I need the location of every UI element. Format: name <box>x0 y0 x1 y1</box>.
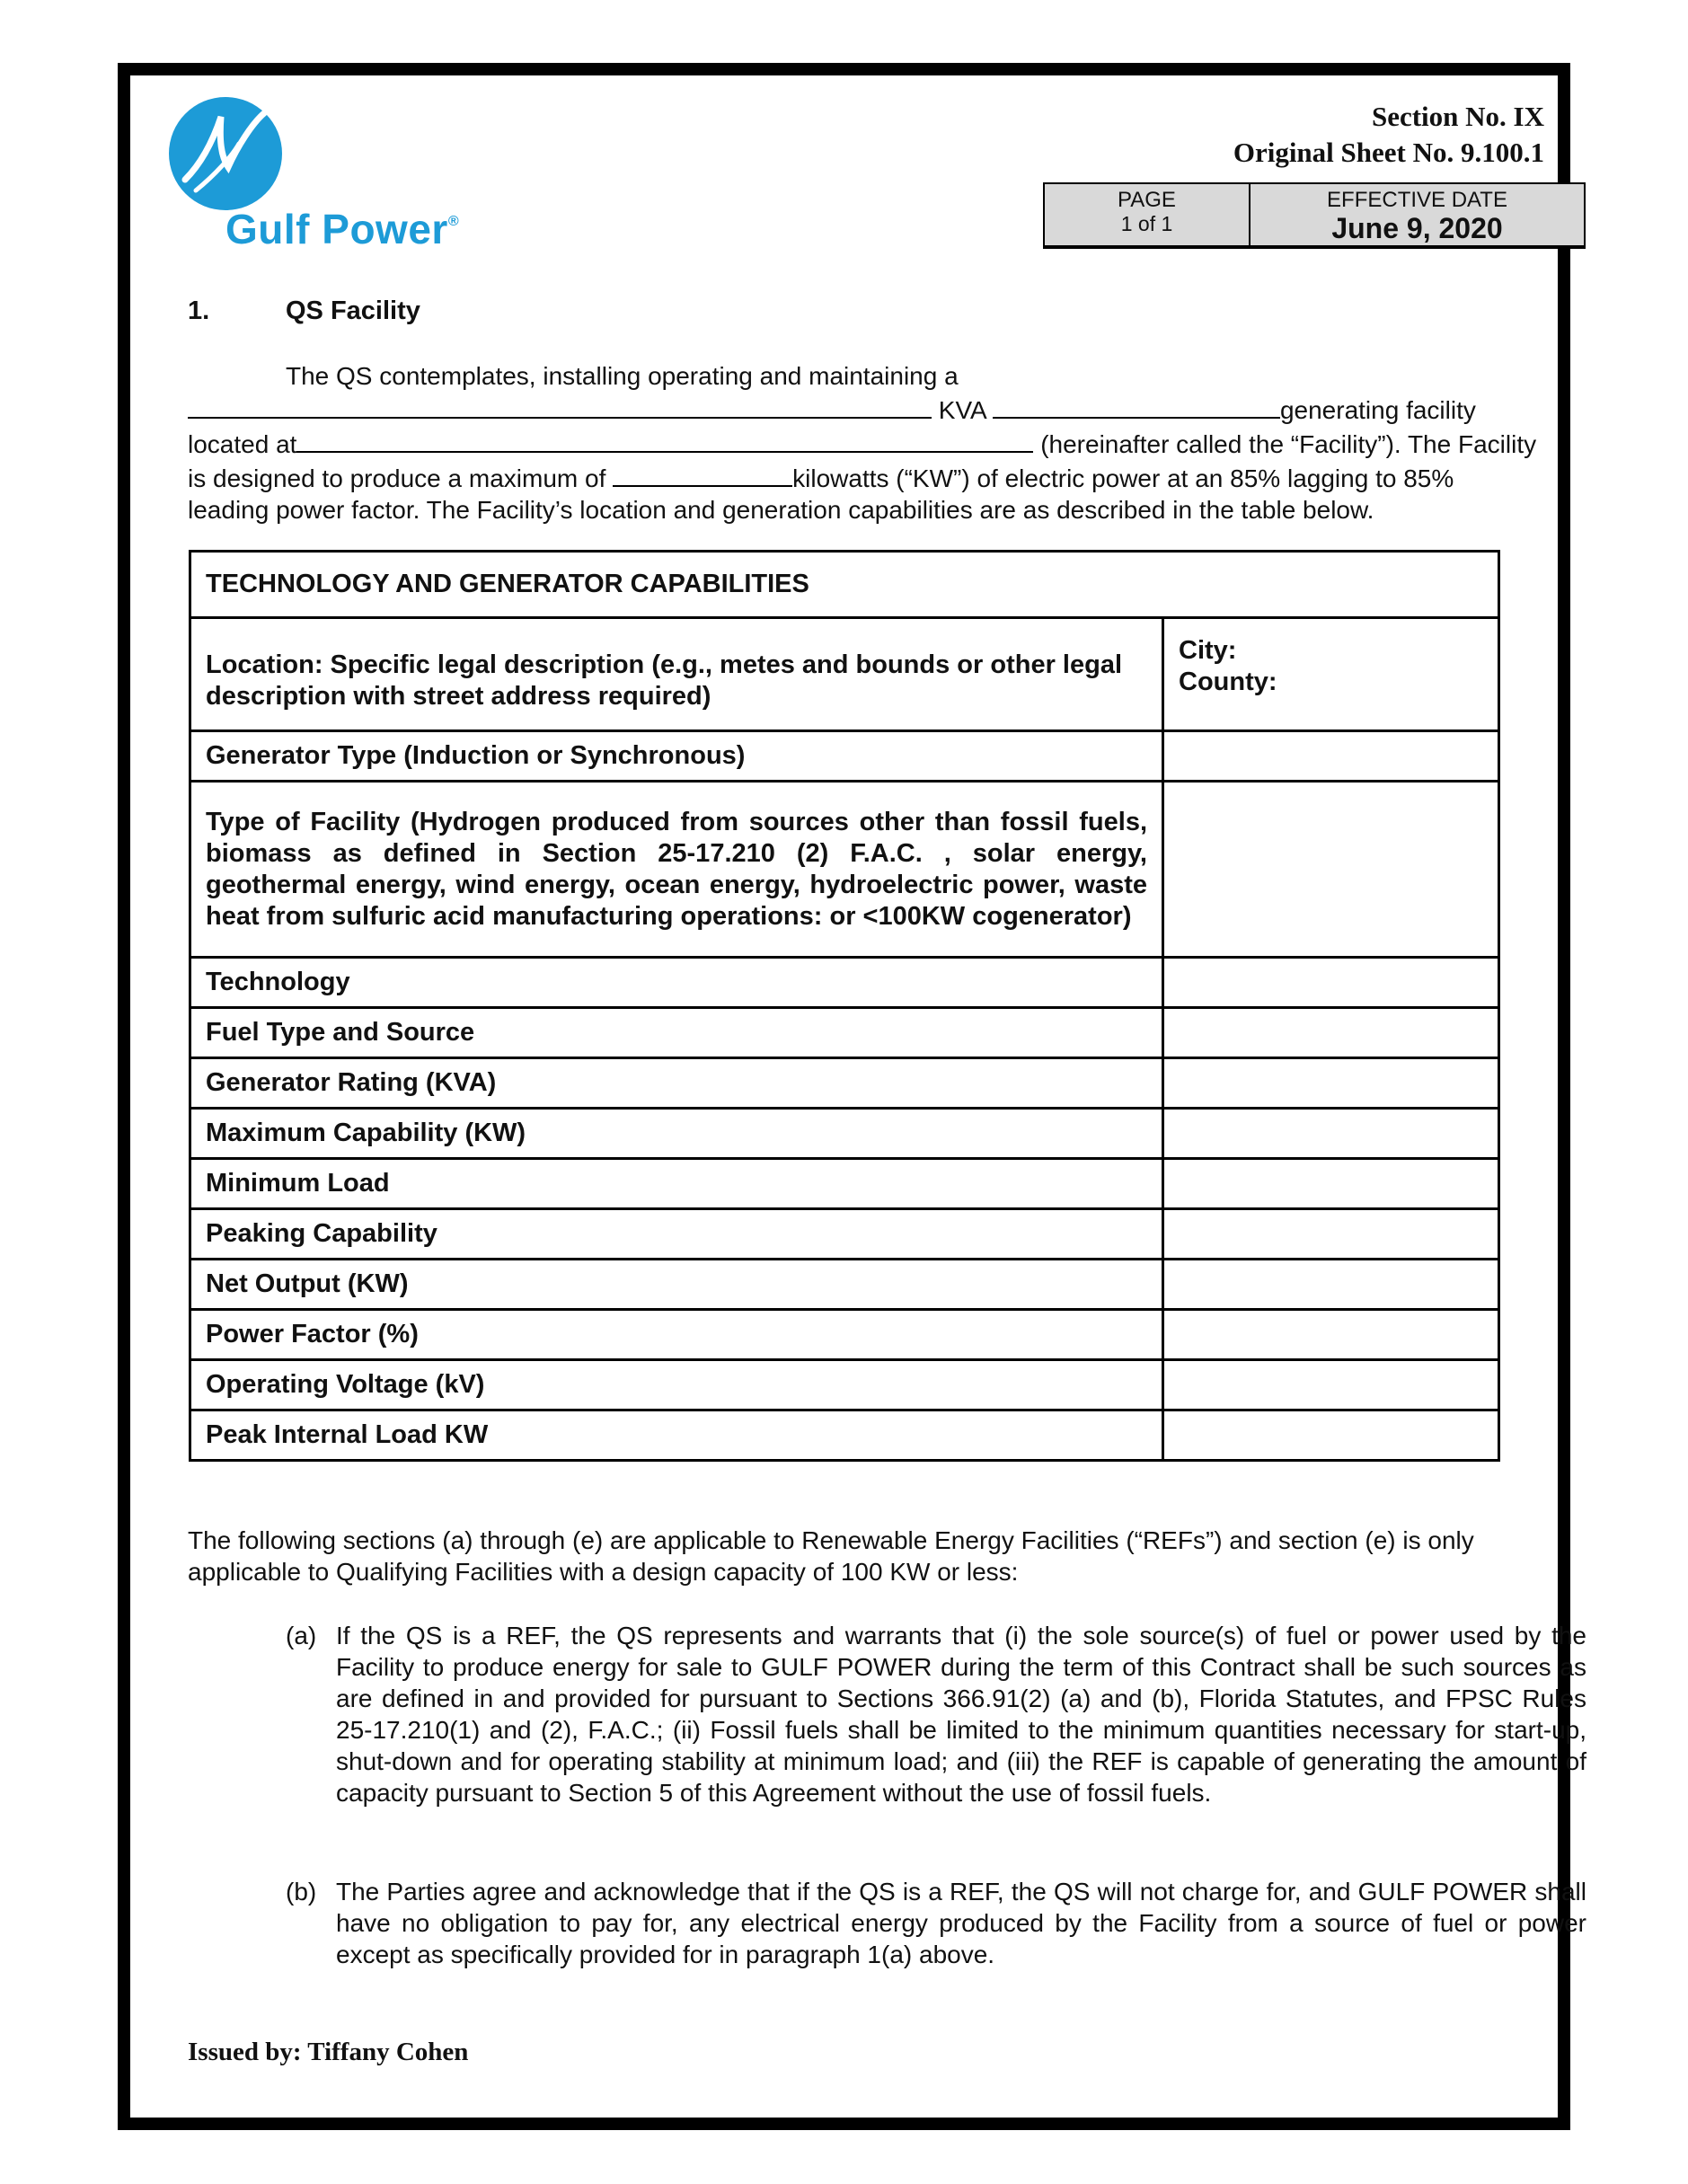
table-row <box>190 1410 1499 1461</box>
row-value-cell[interactable] <box>1163 1008 1499 1058</box>
row-label: Peaking Capability <box>190 1209 1163 1260</box>
effective-label: EFFECTIVE DATE <box>1327 188 1507 212</box>
sheet-header <box>1233 99 1544 171</box>
row-value-cell[interactable] <box>1163 1260 1499 1310</box>
blank-max-kw[interactable] <box>613 460 792 487</box>
intro-line-3: located at (hereinafter called the “Facility”). The Facility <box>188 426 1586 460</box>
row-value-cell[interactable] <box>1163 1410 1499 1461</box>
table-row <box>190 1159 1499 1209</box>
table-row <box>190 1109 1499 1159</box>
page-box <box>1043 182 1251 247</box>
table-row <box>190 958 1499 1008</box>
list-marker: (b) <box>286 1878 317 1905</box>
logo-text: Gulf Power® <box>225 206 460 252</box>
page-label: PAGE <box>1118 188 1176 212</box>
section-title: QS Facility <box>286 296 420 325</box>
table-row <box>190 1008 1499 1058</box>
list-marker: (a) <box>286 1622 317 1649</box>
table-header-row <box>190 552 1499 618</box>
intro-paragraph <box>188 360 1586 526</box>
table-row <box>190 1310 1499 1360</box>
row-label: Generator Type (Induction or Synchronous) <box>190 731 1163 782</box>
page-value: 1 of 1 <box>1120 212 1173 235</box>
issued-by: Issued by: Tiffany Cohen <box>188 2038 469 2066</box>
row-value-cell[interactable] <box>1163 1058 1499 1109</box>
blank-facility-type[interactable] <box>993 392 1280 419</box>
table-row <box>190 731 1499 782</box>
location-value-cell[interactable] <box>1163 618 1499 731</box>
blank-location[interactable] <box>296 426 1033 453</box>
blank-facility-size[interactable] <box>188 392 932 419</box>
list-text: The Parties agree and acknowledge that if the QS is a REF, the QS will not charge for, and GULF POWER shall have no obligation to pay for, any electrical energy produced by the Facility from a source of fuel or power except as specifically provided for in paragraph 1(a) above. <box>336 1878 1586 1968</box>
row-label: Maximum Capability (KW) <box>190 1109 1163 1159</box>
list-item <box>286 1876 1586 1970</box>
row-label: Net Output (KW) <box>190 1260 1163 1310</box>
intro-line-2: KVA generating facility <box>188 392 1586 426</box>
effective-date-box <box>1249 182 1586 247</box>
row-label: Operating Voltage (kV) <box>190 1360 1163 1410</box>
box-underline <box>1043 245 1586 249</box>
table-row <box>190 782 1499 958</box>
row-label: Fuel Type and Source <box>190 1008 1163 1058</box>
following-paragraph: The following sections (a) through (e) are applicable to Renewable Energy Facilities (“REFs”) and section (e) is only applicable to Qualifying Facilities with a design capacity of 100 KW or less: <box>188 1526 1474 1586</box>
list-item <box>286 1620 1586 1808</box>
table-row <box>190 1058 1499 1109</box>
row-value-cell[interactable] <box>1163 1109 1499 1159</box>
row-value-cell[interactable] <box>1163 782 1499 958</box>
row-label: Technology <box>190 958 1163 1008</box>
county-label: County: <box>1179 668 1277 696</box>
capabilities-table <box>189 550 1500 1462</box>
row-value-cell[interactable] <box>1163 1310 1499 1360</box>
table-row <box>190 1360 1499 1410</box>
row-value-cell[interactable] <box>1163 1159 1499 1209</box>
row-value-cell[interactable] <box>1163 731 1499 782</box>
row-value-cell[interactable] <box>1163 958 1499 1008</box>
table-row <box>190 618 1499 731</box>
section-number: Section No. IX <box>1371 101 1544 132</box>
row-label: Minimum Load <box>190 1159 1163 1209</box>
city-label: City: <box>1179 636 1237 665</box>
sheet-number: Original Sheet No. 9.100.1 <box>1233 137 1544 168</box>
section-number-label: 1. <box>188 296 210 325</box>
intro-line-1: The QS contemplates, installing operating and maintaining a <box>286 362 959 390</box>
gulf-power-logo <box>169 97 555 268</box>
row-value-cell[interactable] <box>1163 1209 1499 1260</box>
effective-date: June 9, 2020 <box>1331 212 1503 244</box>
list-text: If the QS is a REF, the QS represents and warrants that (i) the sole source(s) of fuel or power used by the Facility to produce energy for sale to GULF POWER during the term of this Contract shall be such sources as are defined in and provided for pursuant to Sections 366.91(2) (a) and (b), Florida Statutes, and FPSC Rules 25-17.210(1) and (2), F.A.C.; (ii) Fossil fuels shall be limited to the minimum quantities necessary for start-up, shut-down and for operating stability at minimum load; and (iii) the REF is capable of generating the amount of capacity pursuant to Section 5 of this Agreement without the use of fossil fuels. <box>336 1622 1586 1807</box>
intro-line-4: is designed to produce a maximum of kilowatts (“KW”) of electric power at an 85% lagging to 85% <box>188 460 1586 494</box>
logo-circle-icon <box>169 97 282 210</box>
table-row <box>190 1260 1499 1310</box>
row-value-cell[interactable] <box>1163 1360 1499 1410</box>
row-label: Type of Facility (Hydrogen produced from sources other than fossil fuels, biomass as defined in Section 25-17.210 (2) F.A.C. , solar energy, geothermal energy, wind energy, ocean energy, hydroelectric power, waste heat from sulfuric acid manufacturing operations: or <100KW cogenerator) <box>190 782 1163 958</box>
row-label: Generator Rating (KVA) <box>190 1058 1163 1109</box>
row-label: Peak Internal Load KW <box>190 1410 1163 1461</box>
row-label: Power Factor (%) <box>190 1310 1163 1360</box>
table-row <box>190 1209 1499 1260</box>
intro-line-5: leading power factor. The Facility’s location and generation capabilities are as described in the table below. <box>188 496 1374 524</box>
table-header: TECHNOLOGY AND GENERATOR CAPABILITIES <box>190 552 1499 618</box>
location-label: Location: Specific legal description (e.g., metes and bounds or other legal description with street address required) <box>190 618 1163 731</box>
